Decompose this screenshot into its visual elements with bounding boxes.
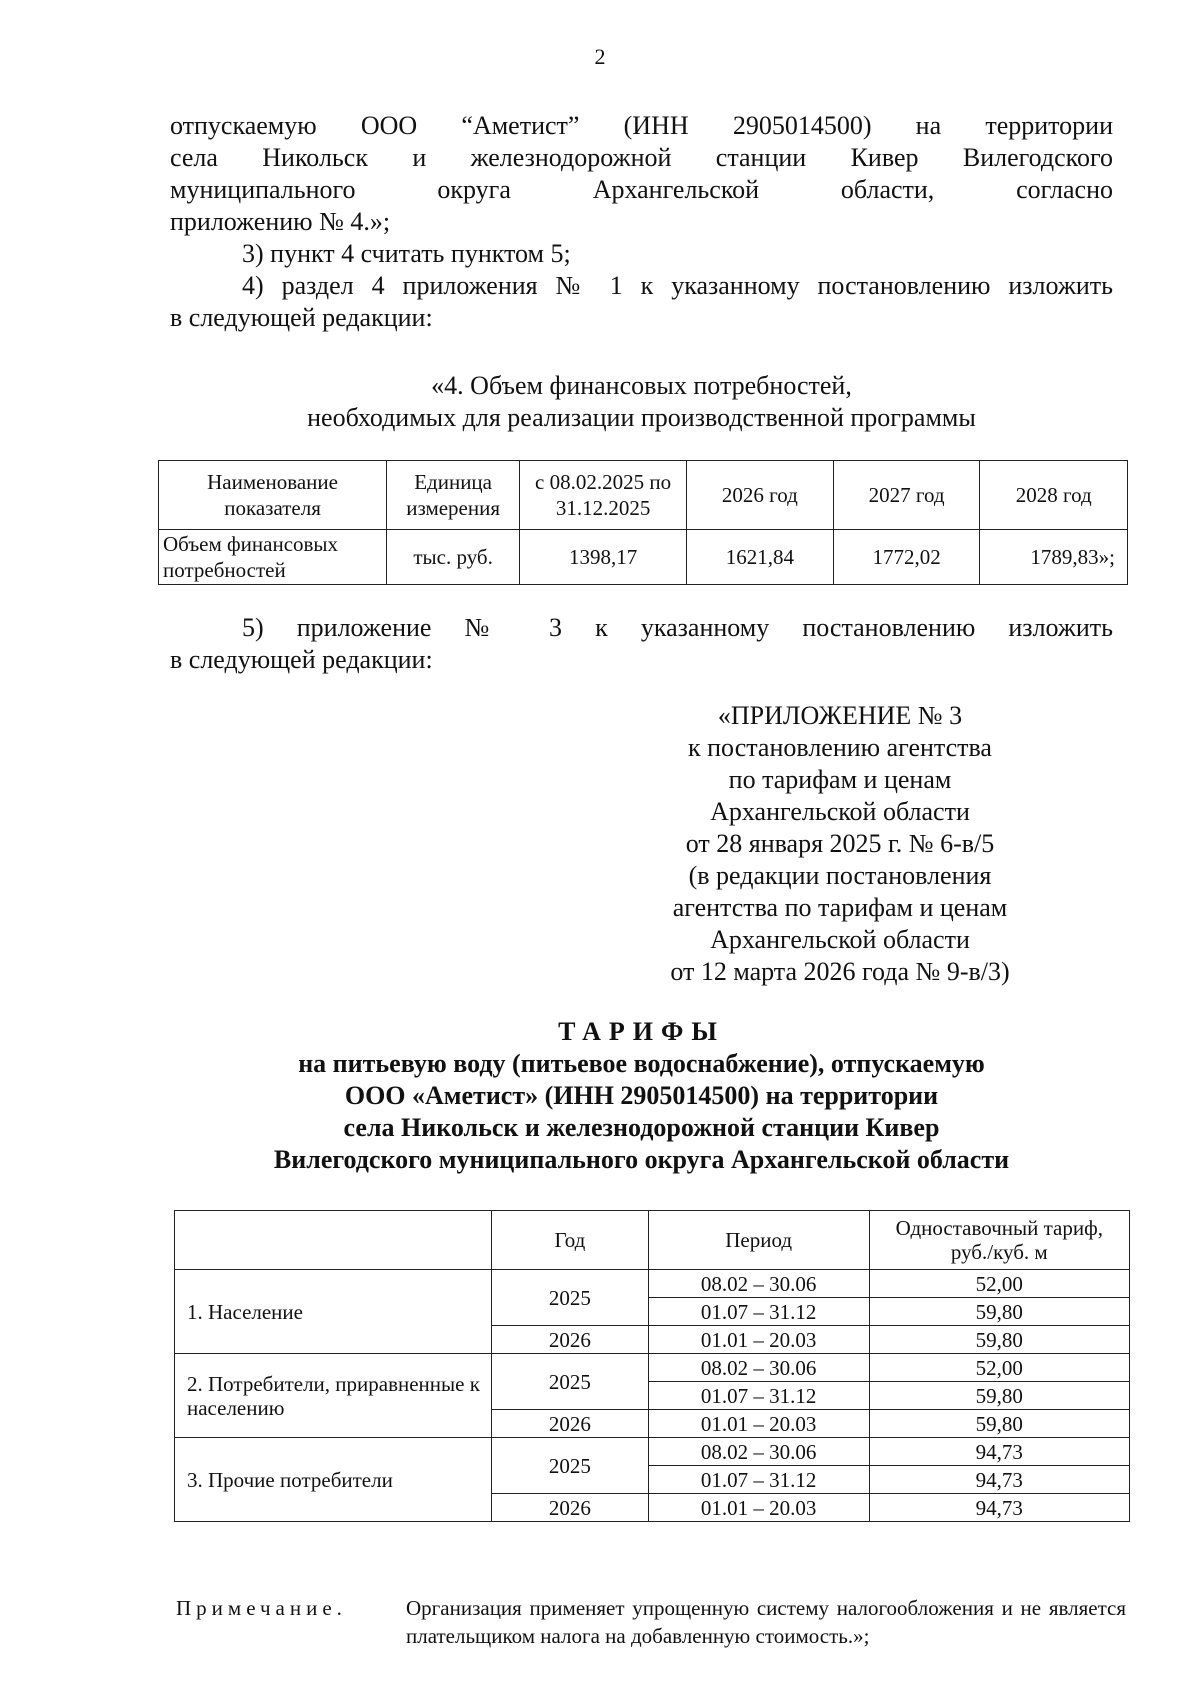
category-cell: 2. Потребители, приравненные к населению bbox=[175, 1354, 492, 1438]
table-header-row bbox=[159, 461, 1128, 530]
period-cell: 08.02 – 30.06 bbox=[648, 1270, 869, 1298]
tariff-cell: 94,73 bbox=[869, 1466, 1129, 1494]
table-cell: 1772,02 bbox=[833, 530, 980, 585]
table-header: Период bbox=[648, 1211, 869, 1270]
year-cell: 2026 bbox=[492, 1494, 649, 1522]
table-cell: тыс. руб. bbox=[387, 530, 520, 585]
tariffs-title-block bbox=[170, 1016, 1113, 1176]
tariffs-subtitle-line: села Никольск и железнодорожной станции Кивер bbox=[343, 1113, 940, 1142]
paragraph-5-line: в следующей редакции: bbox=[170, 645, 433, 674]
year-cell: 2026 bbox=[492, 1410, 649, 1438]
page-number: 2 bbox=[594, 44, 606, 69]
paragraph-2-text: 3) пункт 4 считать пунктом 5; bbox=[242, 239, 571, 268]
tariff-cell: 52,00 bbox=[869, 1354, 1129, 1382]
table-header: 2027 год bbox=[833, 461, 980, 530]
appendix-line: (в редакции постановления bbox=[688, 861, 992, 890]
year-cell: 2025 bbox=[492, 1438, 649, 1494]
table-header: Одноставочный тариф, руб./куб. м bbox=[869, 1211, 1129, 1270]
paragraph-3 bbox=[170, 270, 1113, 334]
financial-needs-table bbox=[158, 460, 1128, 585]
table-cell: 1789,83»; bbox=[980, 530, 1128, 585]
tariff-cell: 94,73 bbox=[869, 1494, 1129, 1522]
tariff-cell: 52,00 bbox=[869, 1270, 1129, 1298]
paragraph-1-line: муниципального округа Архангельской области, согласно bbox=[170, 175, 1113, 204]
table-header: с 08.02.2025 по 31.12.2025 bbox=[520, 461, 687, 530]
paragraph-3-line: 4) раздел 4 приложения № 1 к указанному постановлению изложить bbox=[242, 271, 1113, 300]
appendix-line: от 12 марта 2026 года № 9-в/3) bbox=[670, 957, 1010, 986]
appendix-line: Архангельской области bbox=[710, 797, 970, 826]
tariff-cell: 59,80 bbox=[869, 1326, 1129, 1354]
period-cell: 01.07 – 31.12 bbox=[648, 1382, 869, 1410]
section-4-heading-line: необходимых для реализации производственной программы bbox=[307, 403, 976, 432]
tariff-table bbox=[174, 1210, 1130, 1522]
table-row bbox=[175, 1354, 1130, 1382]
paragraph-3-line: в следующей редакции: bbox=[170, 303, 433, 332]
period-cell: 08.02 – 30.06 bbox=[648, 1438, 869, 1466]
tariff-cell: 59,80 bbox=[869, 1298, 1129, 1326]
table-row bbox=[175, 1270, 1130, 1298]
paragraph-1-line: отпускаемую ООО “Аметист” (ИНН 2905014500) на территории bbox=[170, 111, 1113, 140]
tariffs-title: ТАРИФЫ bbox=[558, 1017, 725, 1046]
paragraph-1-line: села Никольск и железнодорожной станции Кивер Вилегодского bbox=[170, 143, 1113, 172]
table-cell: 1621,84 bbox=[687, 530, 834, 585]
period-cell: 01.07 – 31.12 bbox=[648, 1466, 869, 1494]
tariffs-subtitle-line: ООО «Аметист» (ИНН 2905014500) на территории bbox=[344, 1081, 939, 1110]
appendix-header bbox=[640, 700, 1040, 988]
section-4-heading-line: «4. Объем финансовых потребностей, bbox=[431, 371, 852, 400]
tariff-cell: 94,73 bbox=[869, 1438, 1129, 1466]
table-header: Наименование показателя bbox=[159, 461, 387, 530]
period-cell: 01.01 – 20.03 bbox=[648, 1494, 869, 1522]
period-cell: 01.01 – 20.03 bbox=[648, 1326, 869, 1354]
tariffs-subtitle-line: на питьевую воду (питьевое водоснабжение), отпускаемую bbox=[298, 1049, 985, 1078]
year-cell: 2026 bbox=[492, 1326, 649, 1354]
appendix-line: по тарифам и ценам bbox=[728, 765, 952, 794]
table-cell: Объем финансовых потребностей bbox=[159, 530, 387, 585]
section-4-heading bbox=[170, 370, 1113, 434]
paragraph-1-line: приложению № 4.»; bbox=[170, 207, 391, 236]
appendix-line: к постановлению агентства bbox=[688, 733, 992, 762]
table-header: 2026 год bbox=[687, 461, 834, 530]
table-row bbox=[159, 530, 1128, 585]
category-cell: 1. Население bbox=[175, 1270, 492, 1354]
period-cell: 01.07 – 31.12 bbox=[648, 1298, 869, 1326]
table-header: 2028 год bbox=[980, 461, 1128, 530]
appendix-line: агентства по тарифам и ценам bbox=[672, 893, 1008, 922]
appendix-line: Архангельской области bbox=[710, 925, 970, 954]
note-text: Организация применяет упрощенную систему налогообложения и не является плательщиком налога на добавленную стоимость.»; bbox=[406, 1596, 1126, 1648]
paragraph-5-line: 5) приложение № 3 к указанному постановлению изложить bbox=[242, 613, 1113, 642]
table-header-row bbox=[175, 1211, 1130, 1270]
paragraph-2 bbox=[170, 238, 1113, 270]
table-header bbox=[175, 1211, 492, 1270]
table-cell: 1398,17 bbox=[520, 530, 687, 585]
category-cell: 3. Прочие потребители bbox=[175, 1438, 492, 1522]
table-row bbox=[175, 1438, 1130, 1466]
appendix-line: «ПРИЛОЖЕНИЕ № 3 bbox=[717, 701, 963, 730]
tariff-cell: 59,80 bbox=[869, 1410, 1129, 1438]
year-cell: 2025 bbox=[492, 1270, 649, 1326]
tariffs-subtitle-line: Вилегодского муниципального округа Архангельской области bbox=[273, 1145, 1010, 1174]
period-cell: 08.02 – 30.06 bbox=[648, 1354, 869, 1382]
period-cell: 01.01 – 20.03 bbox=[648, 1410, 869, 1438]
note-label: Примечание. bbox=[176, 1596, 347, 1620]
paragraph-1 bbox=[170, 110, 1113, 238]
tariff-cell: 59,80 bbox=[869, 1382, 1129, 1410]
appendix-line: от 28 января 2025 г. № 6-в/5 bbox=[685, 829, 995, 858]
table-header: Единица измерения bbox=[387, 461, 520, 530]
year-cell: 2025 bbox=[492, 1354, 649, 1410]
table-header: Год bbox=[492, 1211, 649, 1270]
paragraph-5 bbox=[170, 612, 1113, 676]
